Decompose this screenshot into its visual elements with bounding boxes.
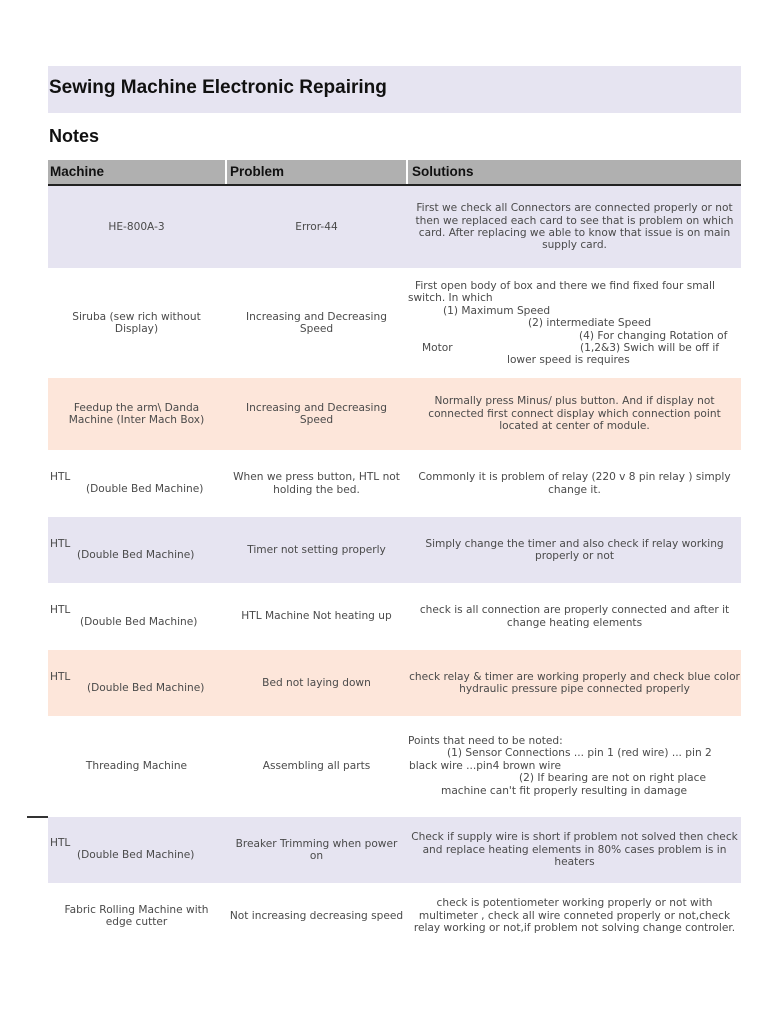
column-header-machine: Machine (48, 160, 225, 184)
solution-line: Points that need to be noted: (408, 735, 563, 747)
table-row (48, 650, 741, 716)
page-title: Sewing Machine Electronic Repairing (49, 77, 387, 98)
table-row (48, 517, 741, 583)
machine-cell: Fabric Rolling Machine with edge cutter (64, 903, 209, 928)
problem-cell: Increasing and Decreasing Speed (246, 401, 387, 426)
solution-line: First open body of box and there we find fixed four small (415, 280, 715, 292)
machine-cell-subtitle: (Double Bed Machine) (86, 483, 204, 495)
column-header-solutions: Solutions (408, 160, 741, 184)
solution-line: switch. In which (408, 292, 493, 305)
problem-cell: Error-44 (295, 220, 338, 233)
solution-line: (1) Sensor Connections ... pin 1 (red wire) ... pin 2 (447, 747, 712, 760)
machine-cell-htl: HTL (50, 538, 71, 550)
solution-cell: Check if supply wire is short if problem not solved then check and replace heating elements in 80% cases problem is in heaters (411, 831, 738, 869)
machine-cell-htl: HTL (50, 604, 71, 616)
problem-cell: Breaker Trimming when power on (235, 837, 398, 862)
table-row (48, 378, 741, 450)
problem-cell: When we press button, HTL not holding the bed. (233, 471, 400, 496)
table-header (48, 160, 741, 186)
problem-cell: Assembling all parts (262, 760, 371, 773)
table-row (48, 268, 741, 378)
solution-cell (408, 280, 741, 367)
table-row (48, 817, 741, 883)
table-row (48, 583, 741, 650)
table-row (48, 883, 741, 949)
solution-line: (2) If bearing are not on right place (519, 772, 706, 785)
problem-cell: Bed not laying down (262, 676, 371, 689)
section-title: Notes (49, 126, 100, 146)
solution-line: black wire ...pin4 brown wire (409, 759, 562, 772)
problem-cell: HTL Machine Not heating up (241, 610, 392, 623)
solution-line: (1) Maximum Speed (443, 304, 551, 317)
solution-line: Motor (422, 342, 453, 355)
table-row (48, 186, 741, 268)
machine-cell-subtitle: (Double Bed Machine) (80, 616, 198, 628)
solution-cell: Simply change the timer and also check if relay working properly or not (425, 537, 724, 562)
table-row (48, 450, 741, 517)
solution-cell: First we check all Connectors are connected properly or not then we replaced each card to see that is problem on which card. After replacing we able to know that issue is on main supply card. (415, 202, 734, 252)
solution-line: machine can't fit properly resulting in damage (441, 784, 688, 797)
problem-cell: Timer not setting properly (247, 543, 386, 556)
machine-cell-htl: HTL (50, 471, 71, 483)
machine-cell-htl: HTL (50, 837, 71, 849)
solution-cell: Normally press Minus/ plus button. And if display not connected first connect display which connection point located at center of module. (428, 395, 721, 433)
machine-cell-subtitle: (Double Bed Machine) (87, 682, 205, 694)
solution-cell: check is all connection are properly connected and after it change heating elements (419, 604, 730, 629)
solution-cell: check is potentiometer working properly or not with multimeter , check all wire conneted properly or not,check relay working or not,if problem not solving change controler. (413, 897, 736, 935)
machine-cell: HE-800A-3 (108, 220, 165, 233)
machine-cell: Threading Machine (85, 760, 188, 773)
machine-cell: Feedup the arm\ Danda Machine (Inter Mach Box) (68, 401, 205, 426)
solution-cell (408, 735, 741, 797)
machine-cell-subtitle: (Double Bed Machine) (77, 549, 195, 561)
machine-cell-subtitle: (Double Bed Machine) (77, 849, 195, 861)
solution-cell: check relay & timer are working properly and check blue color hydraulic pressure pipe connected properly (409, 670, 740, 695)
machine-cell: Siruba (sew rich without Display) (72, 310, 201, 335)
margin-dash (27, 816, 48, 818)
problem-cell: Increasing and Decreasing Speed (246, 310, 387, 335)
solution-line: lower speed is requires (507, 354, 630, 367)
machine-cell-htl: HTL (50, 671, 71, 683)
table-row (48, 716, 741, 817)
solution-cell: Commonly it is problem of relay (220 v 8 pin relay ) simply change it. (418, 471, 731, 496)
solution-line: (4) For changing Rotation of (579, 329, 728, 342)
problem-cell: Not increasing decreasing speed (229, 909, 404, 922)
solution-line: (1,2&3) Swich will be off if (580, 342, 720, 355)
column-header-problem: Problem (227, 160, 406, 184)
solution-line: (2) intermediate Speed (528, 317, 652, 330)
